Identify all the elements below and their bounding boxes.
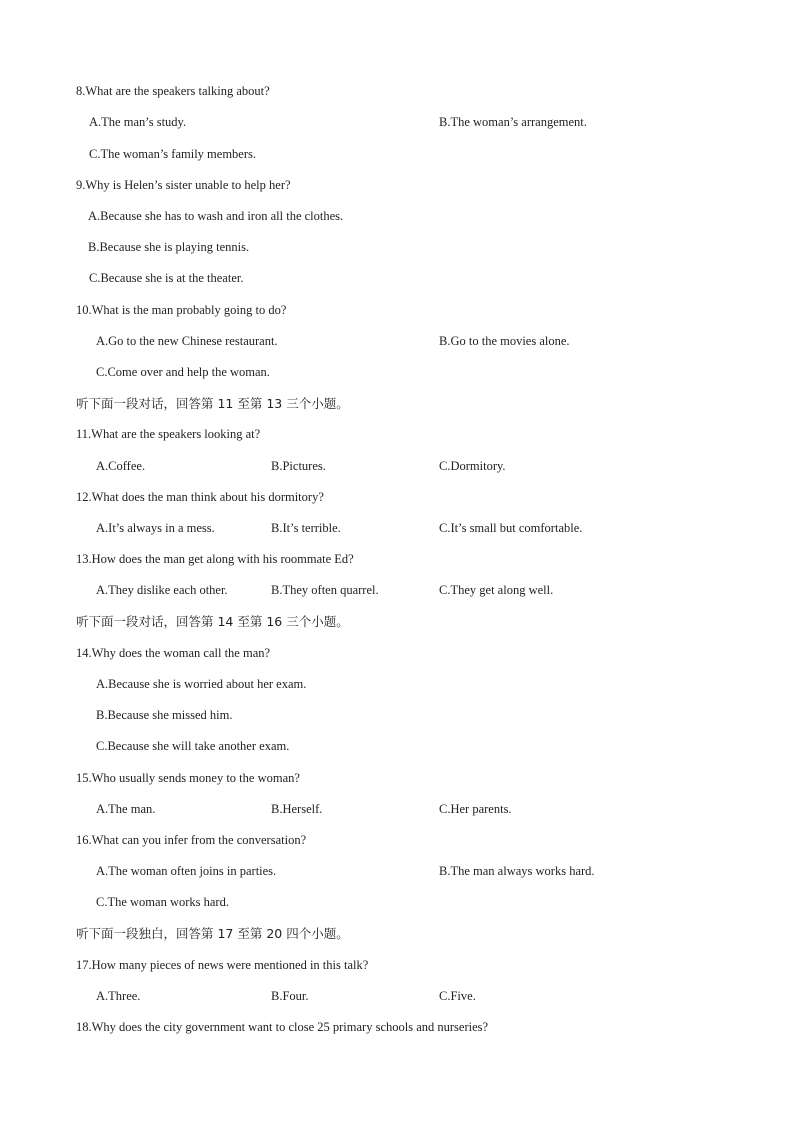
question-12 <box>76 489 324 505</box>
question-text: Who usually sends money to the woman? <box>91 771 300 785</box>
question-12-options <box>0 520 794 536</box>
question-text: What does the man think about his dormitory? <box>91 490 324 504</box>
question-15-options <box>0 801 794 817</box>
option-a[interactable]: A.Go to the new Chinese restaurant. <box>96 334 278 348</box>
option-a[interactable]: A.Because she is worried about her exam. <box>96 677 307 691</box>
option-c[interactable]: C.Because she is at the theater. <box>89 271 244 285</box>
question-text: What can you infer from the conversation? <box>91 833 307 847</box>
option-b[interactable]: B.They often quarrel. <box>271 583 379 597</box>
option-c[interactable]: C.The woman works hard. <box>96 895 229 909</box>
question-number: 15. <box>76 771 92 785</box>
question-13-options <box>0 582 794 598</box>
question-13 <box>76 551 354 567</box>
question-11 <box>76 426 260 442</box>
question-16 <box>76 832 306 848</box>
option-c[interactable]: C.Dormitory. <box>439 459 506 473</box>
option-a[interactable]: A.The man’s study. <box>89 115 187 129</box>
option-c[interactable]: C.The woman’s family members. <box>89 147 256 161</box>
question-text: What are the speakers looking at? <box>91 427 261 441</box>
option-a[interactable]: A.The woman often joins in parties. <box>96 864 277 878</box>
question-14 <box>76 645 270 661</box>
question-number: 17. <box>76 958 92 972</box>
question-15 <box>76 770 300 786</box>
question-number: 18. <box>76 1020 92 1034</box>
question-number: 12. <box>76 490 92 504</box>
option-a[interactable]: A.Because she has to wash and iron all the clothes. <box>88 209 344 223</box>
section-instruction: 听下面一段对话，回答第 11 至第 13 三个小题。 <box>76 396 349 411</box>
question-text: Why does the woman call the man? <box>91 646 271 660</box>
option-c[interactable]: C.Her parents. <box>439 802 512 816</box>
option-a[interactable]: A.Coffee. <box>96 459 146 473</box>
question-number: 9. <box>76 178 86 192</box>
option-b[interactable]: B.Go to the movies alone. <box>439 334 570 348</box>
option-a[interactable]: A.They dislike each other. <box>96 583 228 597</box>
question-text: What are the speakers talking about? <box>85 84 270 98</box>
question-number: 14. <box>76 646 92 660</box>
option-b[interactable]: B.The man always works hard. <box>439 864 595 878</box>
section-instruction: 听下面一段独白，回答第 17 至第 20 四个小题。 <box>76 926 349 941</box>
question-text: How does the man get along with his roommate Ed? <box>91 552 354 566</box>
option-b[interactable]: B.It’s terrible. <box>271 521 341 535</box>
question-9 <box>76 177 291 193</box>
question-10 <box>76 302 286 318</box>
option-c[interactable]: C.It’s small but comfortable. <box>439 521 583 535</box>
question-17-options <box>0 988 794 1004</box>
question-11-options <box>0 458 794 474</box>
option-b[interactable]: B.Because she is playing tennis. <box>88 240 250 254</box>
question-18 <box>76 1019 488 1035</box>
question-8-options-row1 <box>0 114 794 130</box>
option-a[interactable]: A.It’s always in a mess. <box>96 521 215 535</box>
question-number: 8. <box>76 84 86 98</box>
question-16-options-row1 <box>0 863 794 879</box>
question-17 <box>76 957 368 973</box>
question-number: 10. <box>76 303 92 317</box>
question-10-options-row1 <box>0 333 794 349</box>
question-text: How many pieces of news were mentioned in this talk? <box>91 958 369 972</box>
option-a[interactable]: A.The man. <box>96 802 156 816</box>
section-instruction: 听下面一段对话，回答第 14 至第 16 三个小题。 <box>76 614 349 629</box>
question-number: 16. <box>76 833 92 847</box>
option-c[interactable]: C.Because she will take another exam. <box>96 739 290 753</box>
question-text: Why is Helen’s sister unable to help her? <box>85 178 291 192</box>
option-a[interactable]: A.Three. <box>96 989 141 1003</box>
option-c[interactable]: C.Five. <box>439 989 476 1003</box>
question-number: 13. <box>76 552 92 566</box>
option-b[interactable]: B.The woman’s arrangement. <box>439 115 587 129</box>
option-b[interactable]: B.Pictures. <box>271 459 326 473</box>
option-c[interactable]: C.They get along well. <box>439 583 554 597</box>
option-b[interactable]: B.Four. <box>271 989 309 1003</box>
question-8 <box>76 83 270 99</box>
question-number: 11. <box>76 427 92 441</box>
question-text: Why does the city government want to close 25 primary schools and nurseries? <box>91 1020 489 1034</box>
option-c[interactable]: C.Come over and help the woman. <box>96 365 270 379</box>
option-b[interactable]: B.Herself. <box>271 802 323 816</box>
question-text: What is the man probably going to do? <box>91 303 287 317</box>
option-b[interactable]: B.Because she missed him. <box>96 708 233 722</box>
